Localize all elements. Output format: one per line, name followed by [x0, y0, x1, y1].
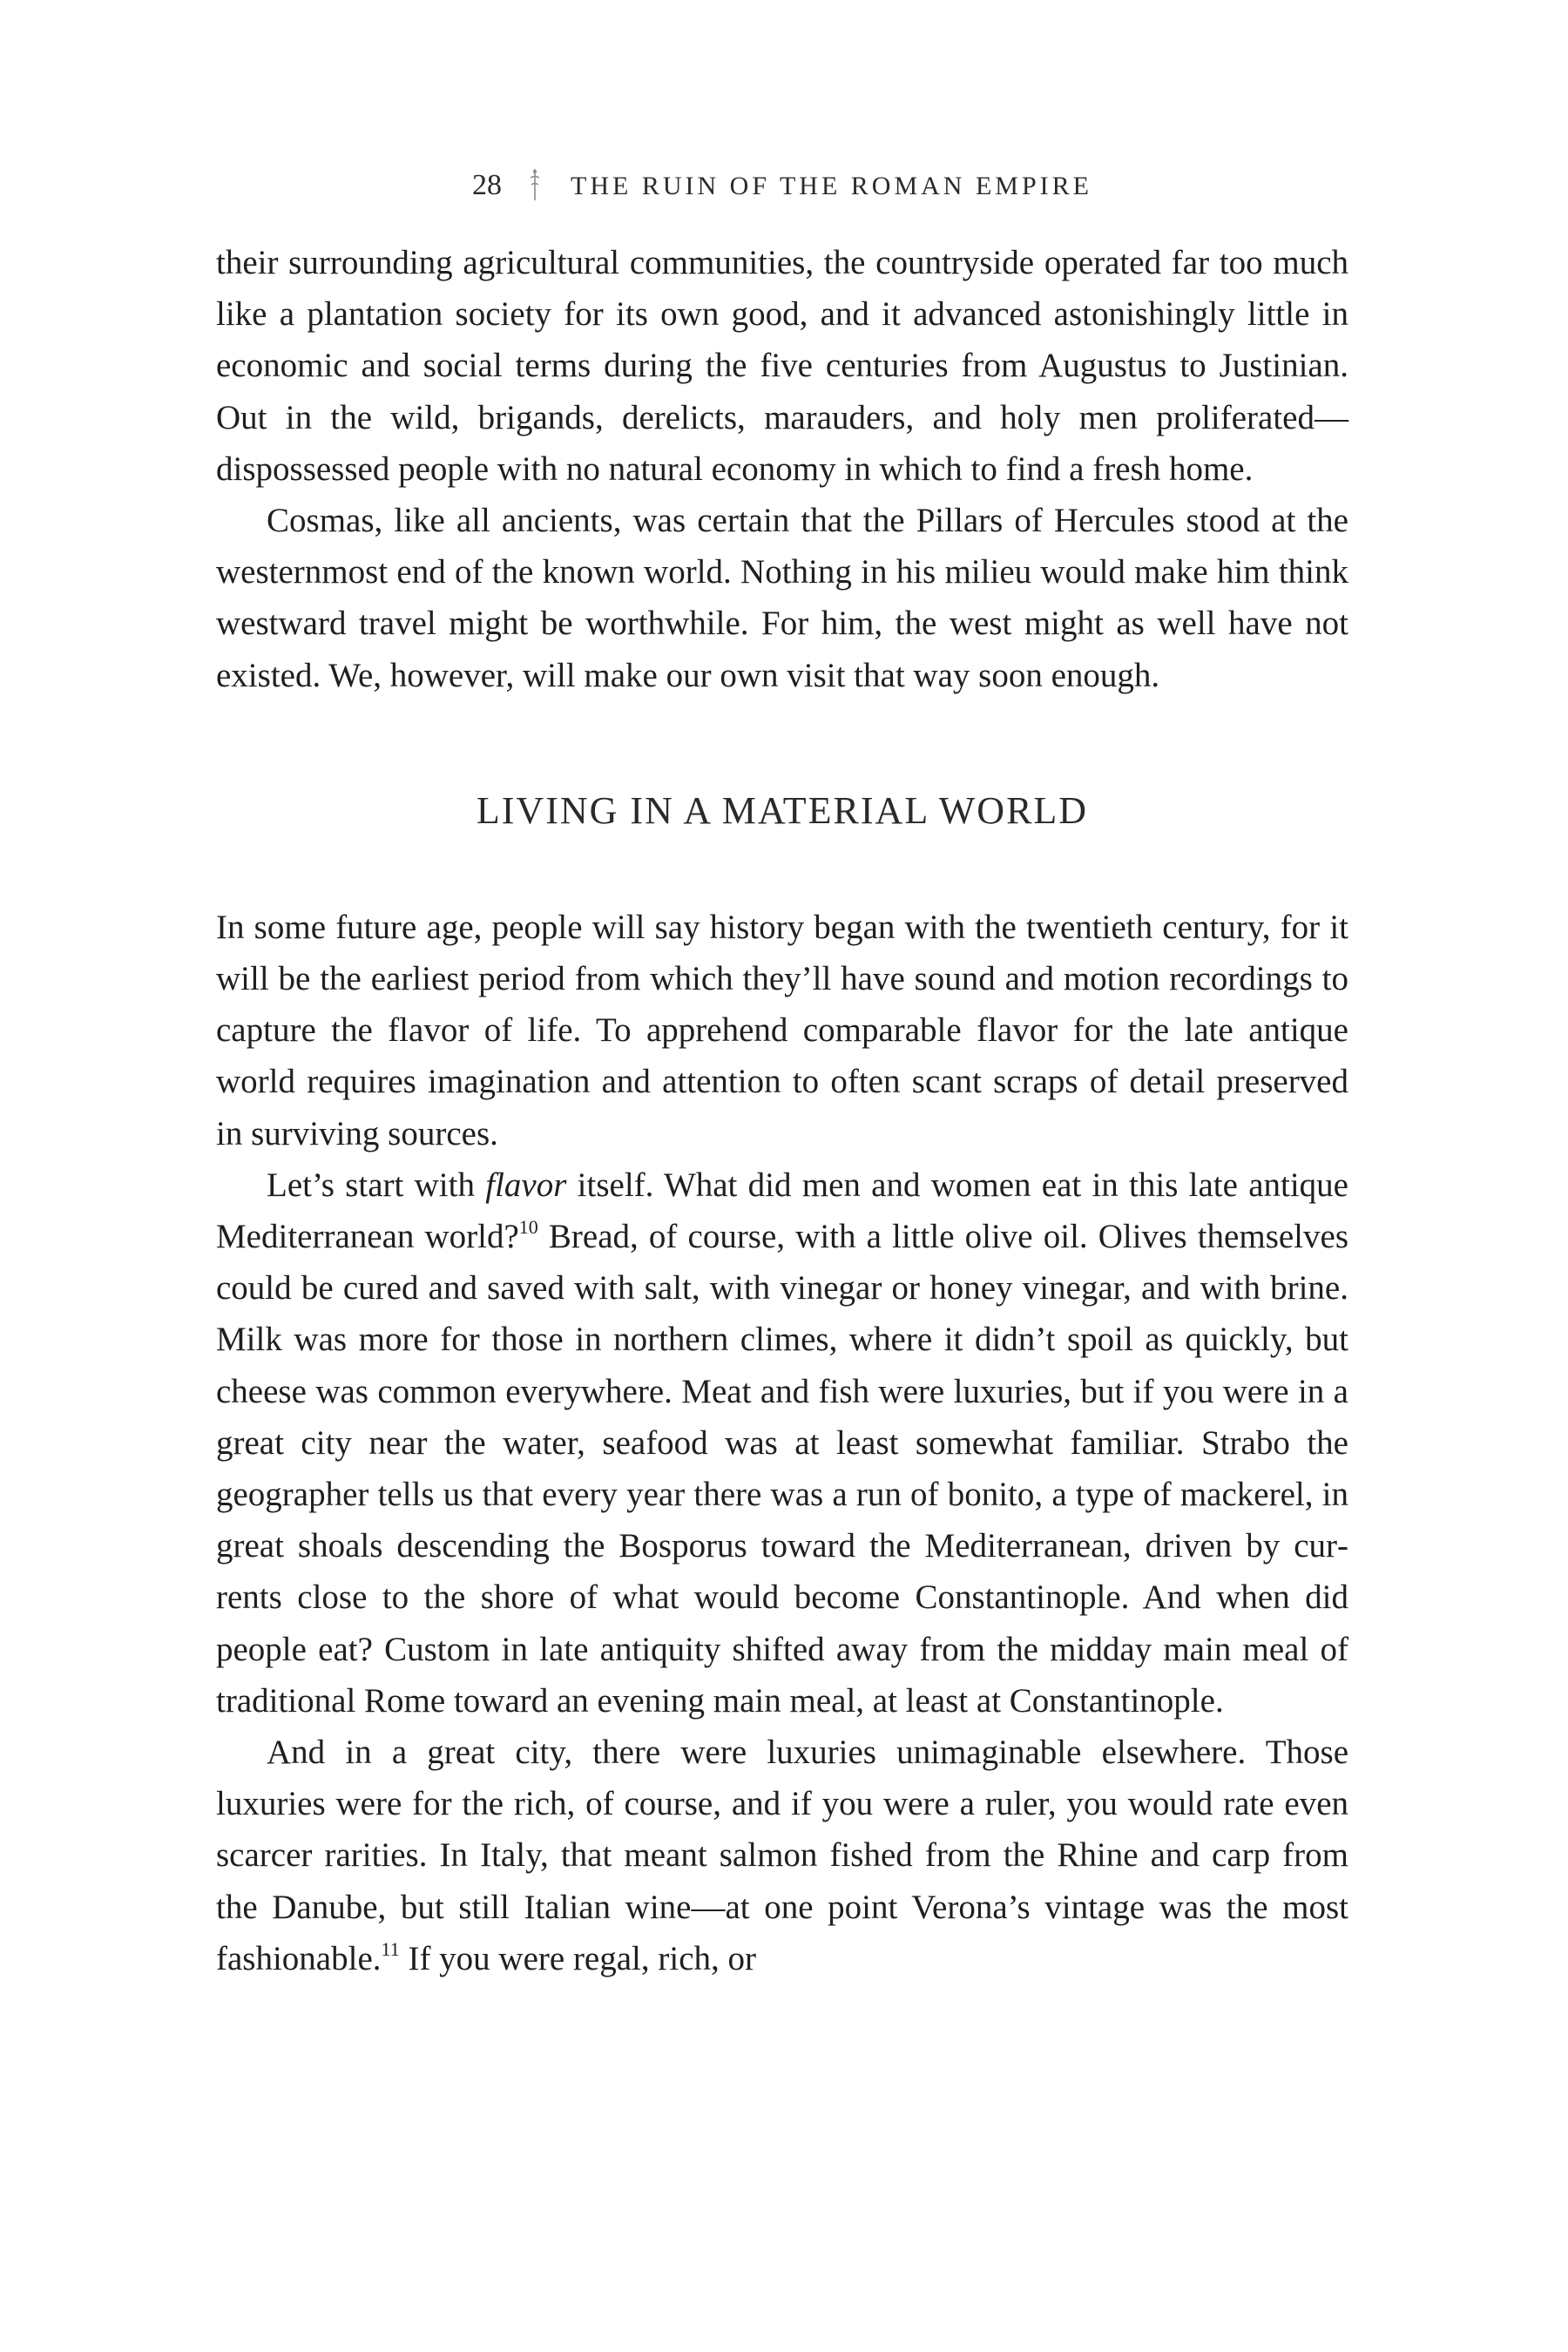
paragraph-future-age: In some future age, people will say history began with the twentieth century, for it will be the earliest period from which they’ll have sound and motion recordings to capture the flavor of life. To apprehend comparable flavor for the late antique world requires imagination and attention to often scant scraps of detail preserved in surviving sources.: [216, 908, 1348, 1152]
page-number: 28: [472, 169, 503, 201]
italic-flavor: flavor: [485, 1166, 567, 1204]
paragraph-flavor-lead: Let’s start with: [267, 1166, 486, 1204]
paragraph-cosmas: Cosmas, like all ancients, was certain that the Pillars of Hercules stood at the westernmost end of the known world. Nothing in his milieu would make him think westward travel might be worthwhile. For him, the west might as well have not existed. We, however, will make our own visit that way soon enough.: [216, 502, 1348, 694]
footnote-ref-11[interactable]: 11: [381, 1937, 400, 1960]
paragraph-continued: their surrounding agricultural communities, the countryside operated far too much like a plantation society for its own good, and it advanced astonishingly little in economic and social terms during the five centuries from Augustus to Justinian. Out in the wild, brigands, derelicts, marauders, and holy men proliferated—dispossessed people with no natural economy in which to find a fresh home.: [216, 244, 1348, 488]
paragraph-luxuries-body: And in a great city, there were luxuries unimaginable elsewhere. Those luxuries were for the rich, of course, and if you were a ruler, you would rate even scarcer rarities. In Italy, that meant salmon fished from the Rhine and carp from the Danube, but still Italian wine—at one point Verona’s vintage was the most fashionable.: [216, 1734, 1348, 1977]
footnote-ref-10[interactable]: 10: [518, 1216, 538, 1239]
paragraph-flavor: [216, 1159, 1348, 1727]
dagger-ornament-icon: [529, 167, 541, 202]
section-heading: LIVING IN A MATERIAL WORLD: [476, 789, 1089, 833]
body-text: [216, 237, 1348, 1984]
paragraph-flavor-question: itself. What did men and women eat in this late antique Mediterranean world?: [216, 1166, 1348, 1256]
paragraph-luxuries-tail: If you were regal, rich, or: [399, 1939, 757, 1977]
paragraph-luxuries: [216, 1727, 1348, 1984]
paragraph-flavor-body: Bread, of course, with a little olive oil. Olives themselves could be cured and saved with salt, with vinegar or honey vinegar, and with brine. Milk was more for those in northern climes, where it didn’t spoil as quickly, but cheese was common everywhere. Meat and fish were luxuries, but if you were in a great city near the water, seafood was at least somewhat familiar. Strabo the geographer tells us that every year there was a run of bonito, a type of mackerel, in great shoals descending the Bosporus toward the Mediterranean, driven by currents close to the shore of what would become Constantinople. And when did people eat? Custom in late antiquity shifted away from the midday main meal of traditional Rome toward an evening main meal, at least at Constantinople.: [216, 1218, 1349, 1720]
running-title: THE RUIN OF THE ROMAN EMPIRE: [571, 172, 1092, 200]
running-head: [216, 166, 1348, 206]
